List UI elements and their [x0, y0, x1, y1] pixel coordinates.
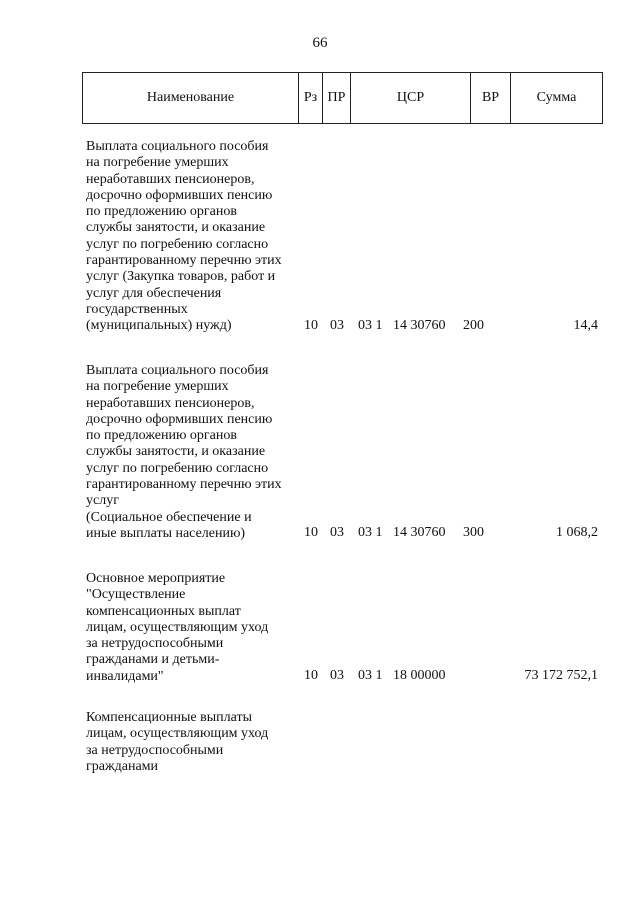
row-codes — [86, 318, 602, 335]
row-csr-code: 14 30760 — [393, 525, 446, 541]
row-pr: 03 — [330, 317, 344, 333]
row-csr-program: 03 1 — [358, 668, 383, 684]
row-pr: 03 — [330, 525, 344, 541]
header-rz: Рз — [299, 73, 323, 124]
row-codes — [86, 668, 602, 685]
row-rz: 10 — [304, 668, 318, 684]
row-csr-code: 18 00000 — [393, 668, 446, 684]
row-sum: 1 068,2 — [556, 525, 598, 541]
row-pr: 03 — [330, 668, 344, 684]
header-sum: Сумма — [511, 73, 603, 124]
table-row — [86, 139, 606, 335]
header-pr: ПР — [323, 73, 351, 124]
row-description: Компенсационные выплаты лицам, осуществляющим уход за нетрудоспособными гражданами — [86, 710, 269, 774]
page-number: 66 — [312, 35, 328, 51]
header-csr: ЦСР — [351, 73, 471, 124]
row-rz: 10 — [304, 317, 318, 333]
table-row — [86, 363, 606, 542]
row-codes — [86, 525, 602, 542]
row-description: Выплата социального пособия на погребение умерших неработавших пенсионеров, досрочно оформивших пенсию по предложению органов службы занятости, и оказание услуг по погребению согласно гарантированному перечню этих услуг (Закупка товаров, работ и услуг для обеспечения государственных (муниципальных) нужд) — [86, 139, 282, 334]
header-vr: ВР — [471, 73, 511, 124]
table-header — [82, 72, 603, 124]
row-rz: 10 — [304, 525, 318, 541]
row-csr-program: 03 1 — [358, 525, 383, 541]
row-vr: 300 — [463, 525, 484, 541]
row-description: Выплата социального пособия на погребение умерших неработавших пенсионеров, досрочно оформивших пенсию по предложению органов службы занятости, и оказание услуг по погребению согласно гарантированному перечню этих услуг (Социальное обеспечение и иные выплаты населению) — [86, 363, 282, 541]
row-sum: 14,4 — [573, 317, 598, 333]
table-row — [86, 710, 606, 775]
row-description: Основное мероприятие "Осуществление компенсационных выплат лицам, осуществляющим уход за нетрудоспособными гражданами и детьми- инвалидами" — [86, 571, 269, 684]
header-name: Наименование — [83, 73, 299, 124]
row-csr-program: 03 1 — [358, 317, 383, 333]
row-sum: 73 172 752,1 — [524, 668, 598, 684]
table-row — [86, 571, 606, 685]
row-csr-code: 14 30760 — [393, 317, 446, 333]
row-vr: 200 — [463, 317, 484, 333]
